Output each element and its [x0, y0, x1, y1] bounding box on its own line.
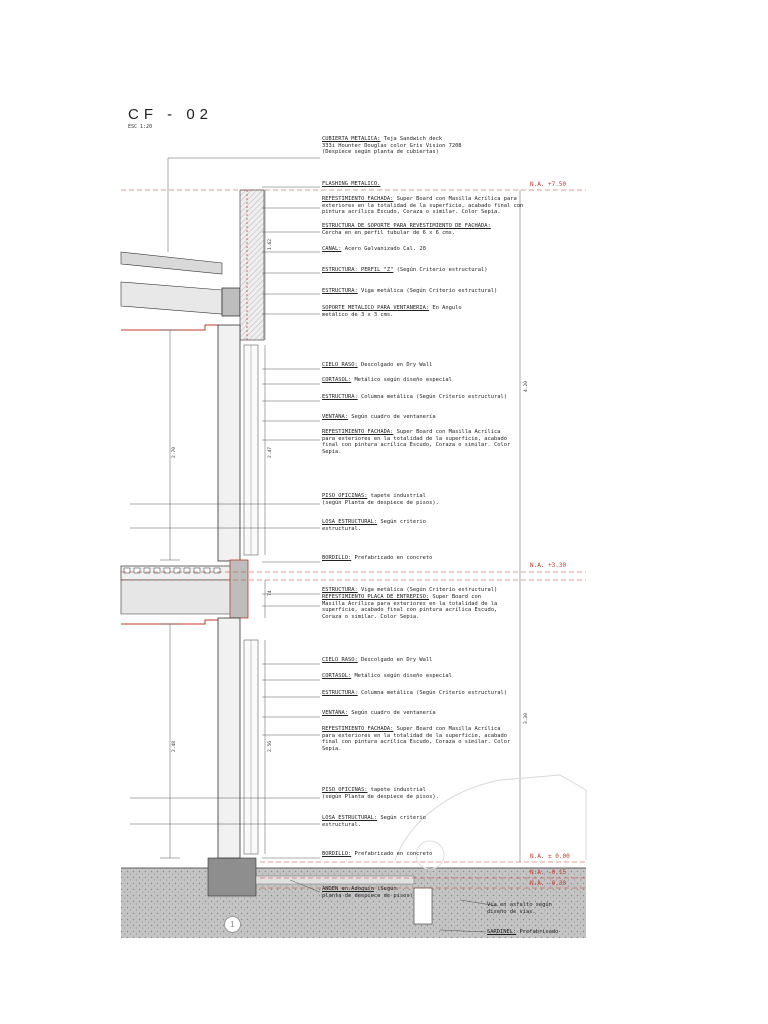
dim-lower-total: 3.30 [524, 712, 529, 724]
level-mid: N.A. +3.30 [530, 562, 567, 569]
level-minus-030: N.A. -0.30 [530, 880, 567, 887]
note-flashing: FLASHING METALICO. [322, 181, 381, 187]
note-revestimiento-1: REFESTIMIENTO FACHADA: Super Board con Masilla Acrílica para exteriores en la totalidad de la superficie, acabado final con pintura acrílica Escudo, Coraza o similar. Color Sepia. [322, 196, 524, 216]
parapet [240, 190, 264, 340]
level-top: N.A. +7.50 [530, 181, 567, 188]
level-minus-015: N.A. -0.15 [530, 869, 567, 876]
sheet-title: CF - 02 [128, 106, 214, 123]
note-cielo-raso-1: CIELO RASO: Descolgado en Dry Wall [322, 362, 433, 368]
note-viga-1: ESTRUCTURA: Viga metálica (Según Criterio estructural) [322, 288, 498, 294]
sheet-scale: ESC 1:20 [128, 124, 153, 130]
dim-upper-total: 4.20 [524, 380, 529, 392]
note-cubierta: CUBIERTA METALICA: Teja Sandwich deck 333i Hounter Douglas color Gris Vision 7208 (Despiece según planta de cubiertas) [322, 136, 462, 156]
roof-beam [121, 282, 222, 314]
dim-parapet: 1.62 [268, 238, 273, 250]
note-cortasol-2: CORTASOL: Metálico según diseño especial [322, 673, 452, 679]
dim-upper-window: 2.47 [268, 446, 273, 458]
note-ventana-1: VENTANA: Según cuadro de ventanería [322, 414, 436, 420]
note-sardinel: SARDINEL: Prefabricado [487, 929, 559, 935]
level-floor: N.A. ± 0.00 [530, 853, 570, 860]
upper-column [218, 325, 240, 561]
note-ventana-2: VENTANA: Según cuadro de ventanería [322, 710, 436, 716]
note-anden: ANDEN en Adoquín (Según planta de despiece de pisos) [322, 886, 413, 899]
note-bordillo-2: BORDILLO: Prefabricado en concreto [322, 851, 433, 857]
note-cortasol-1: CORTASOL: Metálico según diseño especial [322, 377, 452, 383]
note-estructura-soporte: ESTRUCTURA DE SOPORTE PARA REVESTIMIENTO DE FACHADA: Cercha en en perfil tubular de 6 x 6 cms. [322, 223, 491, 236]
dim-lower-window: 2.56 [268, 740, 273, 752]
dim-upper-left: 2.70 [172, 446, 177, 458]
note-perfil-z: ESTRUCTURA: PERFIL "Z" (Según Criterio estructural) [322, 267, 488, 273]
note-columna-1: ESTRUCTURA: Columna metálica (Según Criterio estructural) [322, 394, 507, 400]
note-cielo-raso-2: CIELO RASO: Descolgado en Dry Wall [322, 657, 433, 663]
note-canal: CANAL: Acero Galvanizado Cal. 20 [322, 246, 426, 252]
dim-lower-left: 2.48 [172, 740, 177, 752]
roof-deck [121, 252, 222, 274]
note-revestimiento-2: REFESTIMIENTO FACHADA: Super Board con Masilla Acrílica para exteriores en la totalidad de la superficie, acabado final con pintura acrílica Escudo, Coraza o similar. Color Sepia. [322, 429, 511, 455]
note-losa-1: LOSA ESTRUCTURAL: Según criterio estructural. [322, 519, 426, 532]
note-piso-2: PISO OFICINAS: tapete industrial (según Planta de despiece de pisos). [322, 787, 439, 800]
footing [208, 858, 256, 896]
note-piso-1: PISO OFICINAS: tapete industrial (según Planta de despiece de pisos). [322, 493, 439, 506]
note-entrepiso: REFESTIMIENTO PLACA DE ENTREPISO: Super Board con Masilla Acrílica para exteriores en la totalidad de la superficie, acabado final con pintura acrílica Escudo, Coraza o similar. Color Sepia. [322, 594, 498, 620]
lower-column [218, 618, 240, 858]
note-columna-2: ESTRUCTURA: Columna metálica (Según Criterio estructural) [322, 690, 507, 696]
note-viga-2: ESTRUCTURA: Viga metálica (Según Criterio estructural) [322, 587, 498, 593]
note-via: Vía en asfalto según diseño de vías. [487, 902, 552, 915]
note-soporte-ventaneria: SOPORTE METALICO PARA VENTANERIA: En Angulo metálico de 3 x 3 cms. [322, 305, 462, 318]
note-revestimiento-3: REFESTIMIENTO FACHADA: Super Board con Masilla Acrílica para exteriores en la totalidad de la superficie, acabado final con pintura acrílica Escudo, Coraza o similar. Color Sepia. [322, 726, 511, 752]
detail-number-marker: 1 [224, 916, 241, 933]
note-losa-2: LOSA ESTRUCTURAL: Según criterio estructural. [322, 815, 426, 828]
note-bordillo-1: BORDILLO: Prefabricado en concreto [322, 555, 433, 561]
dim-slab: 74 [268, 590, 273, 596]
